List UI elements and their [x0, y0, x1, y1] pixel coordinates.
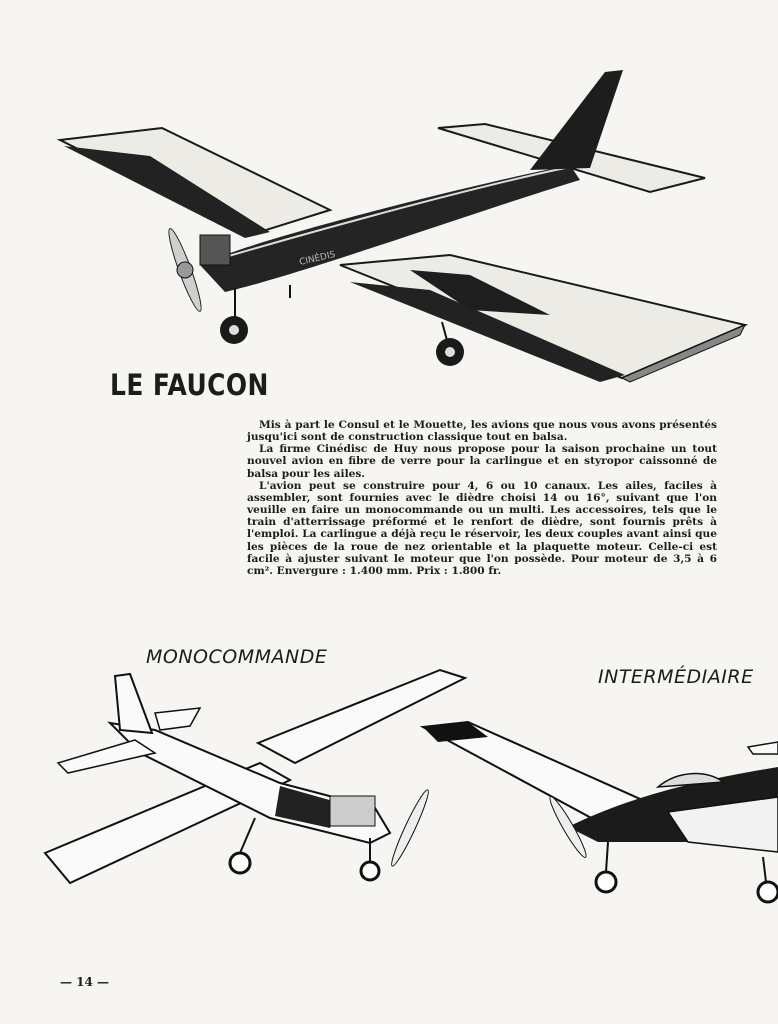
article-paragraph: La firme Cinédisc de Huy nous propose pour la saison prochaine un tout nouvel avion en fibre de verre pour la carlingue et en styropor caissonné de balsa pour les ailes.	[247, 443, 717, 480]
fuselage-lettering: CINÉDIS	[298, 249, 337, 268]
page-number: — 14 —	[60, 975, 110, 989]
intermediaire-plane-illustration	[418, 692, 778, 917]
article-title: LE FAUCON	[110, 368, 269, 402]
article-paragraph: L'avion peut se construire pour 4, 6 ou 10 canaux. Les ailes, faciles à assembler, sont fournies avec le dièdre choisi 14 ou 16°, suivant que l'on veuille en faire un monocommande ou un multi. Les accessoires, tels que le train d'atterrissage préformé et le renfort de dièdre, sont fournis prêts à l'emploi. La carlingue a déjà reçu le réservoir, les deux couples avant ainsi que les pièces de la roue de nez orientable et la plaquette moteur. Celle-ci est facile à ajuster suivant le moteur que l'on possède. Pour moteur de 3,5 à 6 cm². Envergure : 1.400 mm. Prix : 1.800 fr.	[247, 479, 717, 577]
faucon-plane-illustration	[50, 60, 760, 390]
caption-intermediaire: INTERMÉDIAIRE	[598, 666, 754, 688]
article-paragraph: Mis à part le Consul et le Mouette, les avions que nous vous avons présentés jusqu'ici sont de construction classique tout en balsa.	[247, 419, 717, 444]
article-body	[247, 419, 717, 577]
caption-monocommande: MONOCOMMANDE	[146, 646, 328, 668]
monocommande-plane-illustration	[40, 668, 470, 893]
